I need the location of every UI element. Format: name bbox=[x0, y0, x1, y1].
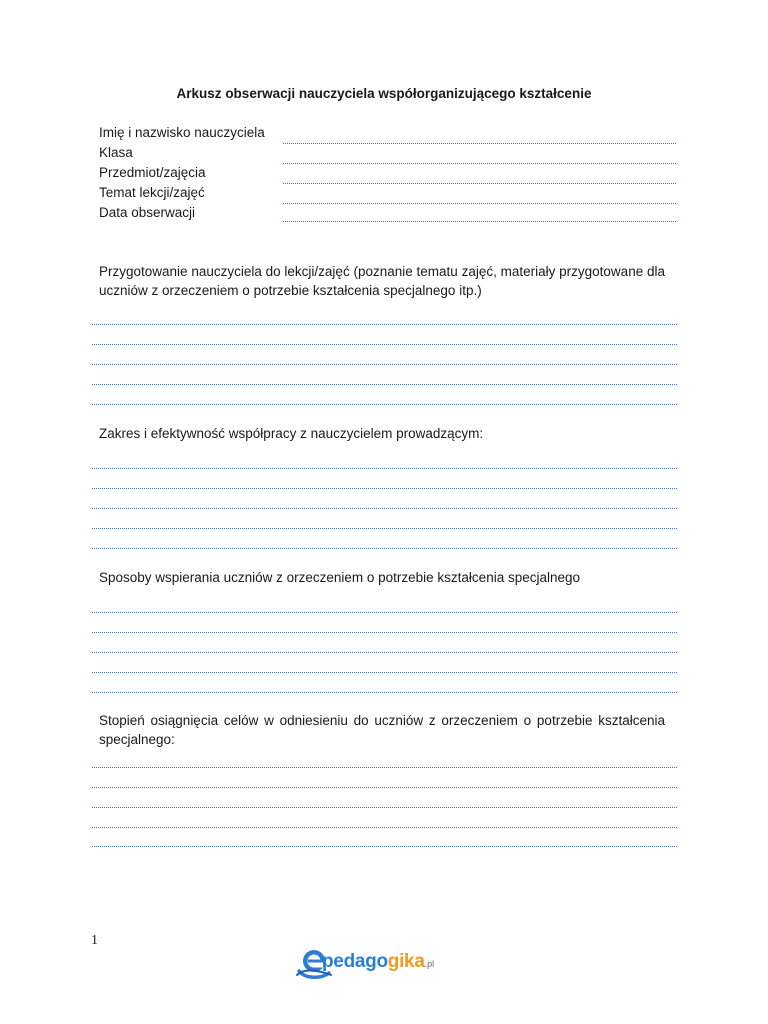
answer-line[interactable] bbox=[92, 324, 677, 325]
logo-suffix: .pl bbox=[424, 959, 435, 969]
answer-line[interactable] bbox=[92, 787, 677, 788]
field-label-observation-date: Data obserwacji bbox=[99, 205, 196, 220]
answer-line[interactable] bbox=[92, 508, 677, 509]
answer-line[interactable] bbox=[92, 692, 677, 693]
field-line-class[interactable] bbox=[283, 163, 676, 164]
field-label-lesson-topic: Temat lekcji/zajęć bbox=[99, 185, 205, 200]
epedagogika-logo bbox=[295, 945, 460, 981]
field-label-teacher-name: Imię i nazwisko nauczyciela bbox=[99, 125, 265, 140]
logo-wordmark bbox=[322, 951, 434, 973]
field-line-observation-date[interactable] bbox=[283, 221, 676, 222]
page-number: 1 bbox=[91, 933, 98, 948]
answer-line[interactable] bbox=[92, 672, 677, 673]
answer-line[interactable] bbox=[92, 807, 677, 808]
answer-line[interactable] bbox=[92, 364, 677, 365]
section-cooperation-text: Zakres i efektywność współpracy z nauczycielem prowadzącym: bbox=[99, 426, 484, 441]
answer-line[interactable] bbox=[92, 632, 677, 633]
answer-line[interactable] bbox=[92, 384, 677, 385]
answer-line[interactable] bbox=[92, 404, 677, 405]
field-line-subject[interactable] bbox=[283, 183, 676, 184]
answer-line[interactable] bbox=[92, 344, 677, 345]
section-goals-text: Stopień osiągnięcia celów w odniesieniu do uczniów z orzeczeniem o potrzebie kształcenia specjalnego: bbox=[99, 713, 665, 747]
field-line-lesson-topic[interactable] bbox=[283, 203, 676, 204]
answer-line[interactable] bbox=[92, 488, 677, 489]
answer-line[interactable] bbox=[92, 846, 677, 847]
field-label-subject: Przedmiot/zajęcia bbox=[99, 165, 206, 180]
answer-line[interactable] bbox=[92, 827, 677, 828]
logo-word-blue: pedago bbox=[322, 951, 388, 972]
logo-word-orange: gika bbox=[387, 951, 425, 972]
answer-line[interactable] bbox=[92, 548, 677, 549]
answer-line[interactable] bbox=[92, 468, 677, 469]
answer-line[interactable] bbox=[92, 652, 677, 653]
answer-line[interactable] bbox=[92, 528, 677, 529]
document-title: Arkusz obserwacji nauczyciela współorganizującego kształcenie bbox=[176, 86, 592, 101]
field-label-class: Klasa bbox=[99, 145, 133, 160]
section-support-text: Sposoby wspierania uczniów z orzeczeniem o potrzebie kształcenia specjalnego bbox=[99, 570, 581, 585]
answer-line[interactable] bbox=[92, 612, 677, 613]
field-line-teacher-name[interactable] bbox=[283, 143, 676, 144]
answer-line[interactable] bbox=[92, 767, 677, 768]
section-preparation-text: Przygotowanie nauczyciela do lekcji/zajęć (poznanie tematu zajęć, materiały przygotowane dla uczniów z orzeczeniem o potrzebie kształcenia specjalnego itp.) bbox=[99, 264, 665, 298]
